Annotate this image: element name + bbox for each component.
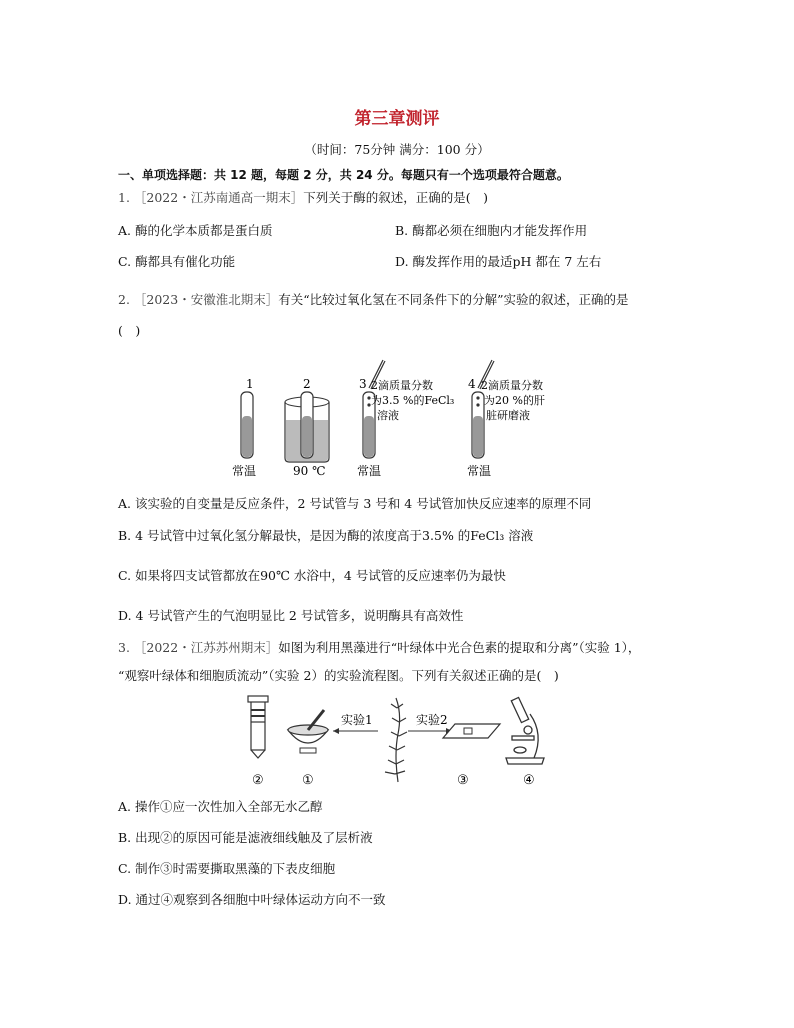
figure-number-3: ③ [457,773,469,788]
tube-3-label-1: 2滴质量分数 [371,379,433,392]
q3-source: 3. ［2022・江苏苏州期末］ [118,640,279,655]
page-title: 第三章测评 [354,109,440,129]
tube-4-label-3: 脏研磨液 [486,409,530,422]
q3-option-c: C. 制作③时需要撕取黑藻的下表皮细胞 [118,861,336,876]
section-heading: 一、单项选择题：共 12 题，每题 2 分，共 24 分。每题只有一个选项最符合题意。 [118,168,569,182]
tube-2-liquid [302,416,312,457]
mortar-and-pestle [288,710,328,753]
q1-option-b: B. 酶都必须在细胞内才能发挥作用 [395,223,588,238]
q1-source: 1. ［2022・江苏南通高一期末］ [118,190,304,205]
arrow-label-2: 实验2 [416,713,448,727]
microscope-icon [506,697,544,764]
q3-option-a: A. 操作①应一次性加入全部无水乙醇 [118,799,323,814]
tube-4-liquid [473,416,483,457]
drop-4b [476,403,479,406]
q3-stem-text: 如图为利用黑藻进行“叶绿体中光合色素的提取和分离”（实验 1）， [278,640,641,655]
q1-option-c: C. 酶都具有催化功能 [118,254,236,269]
black-algae-plant [385,698,407,782]
q3-option-d: D. 通过④观察到各细胞中叶绿体运动方向不一致 [118,892,386,907]
q3-option-b: B. 出现②的原因可能是滤液细线触及了层析液 [118,830,373,845]
q2-stem-text: 有关“比较过氧化氢在不同条件下的分解”实验的叙述，正确的是 [278,292,629,307]
condition-3: 常温 [357,464,382,478]
tube-number-1: 1 [246,377,254,391]
condition-4: 常温 [467,464,492,478]
microscope-slide [443,724,500,738]
q1-stem-text: 下列关于酶的叙述，正确的是( ) [303,190,488,205]
chromatography-tube [248,696,268,758]
q3-flow-figure [238,694,548,789]
q3-stem-line2: “观察叶绿体和细胞质流动”（实验 2）的实验流程图。下列有关叙述正确的是( ) [118,668,559,683]
condition-2: 90 ℃ [293,464,326,478]
q1-option-d: D. 酶发挥作用的最适pH 都在 7 左右 [395,254,602,269]
tube-number-3: 3 [359,377,367,391]
tube-number-4: 4 [468,377,476,391]
tube-4-label-1: 2滴质量分数 [481,379,543,392]
q1-stem [118,190,488,206]
tube-3-label-3: 溶液 [377,409,399,422]
tube-number-2: 2 [303,377,311,391]
q2-option-a: A. 该实验的自变量是反应条件，2 号试管与 3 号和 4 号试管加快反应速率的原理不同 [118,496,592,511]
tube-1-liquid [242,416,252,457]
condition-1: 常温 [232,464,257,478]
q2-option-c: C. 如果将四支试管都放在90℃ 水浴中，4 号试管的反应速率仍为最快 [118,568,506,583]
q2-stem-line2: ( ) [118,323,141,338]
arrow-1-head [333,728,339,734]
q2-test-tube-figure [225,358,575,483]
figure-number-1: ① [302,773,314,788]
figure-number-2: ② [252,773,264,788]
tube-4-label-2: 为20 %的肝 [484,394,545,407]
page-subtitle: （时间：75分钟 满分：100 分） [304,142,490,157]
tube-3-label-2: 为3.5 %的FeCl₃ [371,394,455,407]
tube-3-liquid [364,416,374,457]
q2-source: 2. ［2023・安徽淮北期末］ [118,292,279,307]
q2-option-d: D. 4 号试管产生的气泡明显比 2 号试管多，说明酶具有高效性 [118,608,464,623]
figure-number-4: ④ [523,773,535,788]
drop-4a [476,396,479,399]
q1-option-a: A. 酶的化学本质都是蛋白质 [118,223,273,238]
q2-option-b: B. 4 号试管中过氧化氢分解最快，是因为酶的浓度高于3.5% 的FeCl₃ 溶液 [118,528,534,543]
q2-stem [118,292,629,308]
q3-stem [118,640,640,656]
arrow-label-1: 实验1 [341,713,373,727]
